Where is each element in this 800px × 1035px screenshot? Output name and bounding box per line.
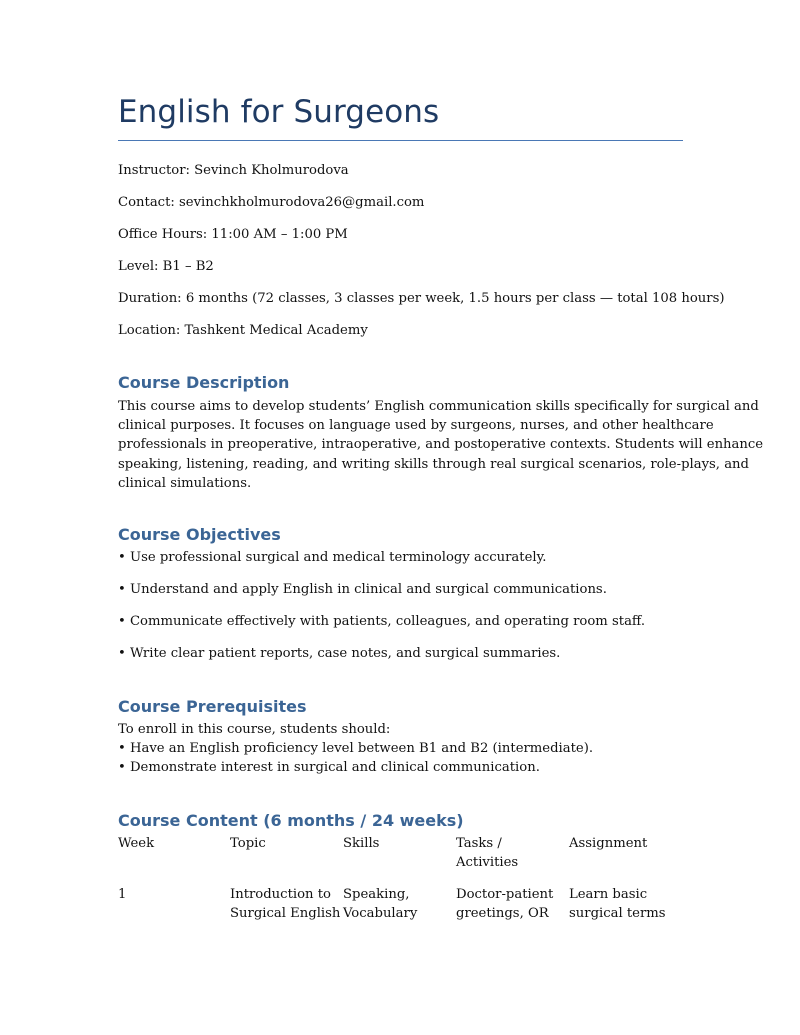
table-header-skills: Skills	[343, 836, 380, 851]
course-objectives-heading: Course Objectives	[118, 525, 281, 544]
objective-item: • Write clear patient reports, case notes, and surgical summaries.	[118, 646, 561, 661]
table-cell-topic: Introduction to Surgical English	[230, 887, 341, 922]
duration-line: Duration: 6 months (72 classes, 3 classes per week, 1.5 hours per class — total 108 hours)	[118, 291, 725, 306]
prerequisites-line: To enroll in this course, students should:	[118, 722, 391, 737]
table-header-tasks: Tasks / Activities	[456, 836, 519, 871]
prerequisites-line: • Demonstrate interest in surgical and clinical communication.	[118, 760, 540, 776]
document-title: English for Surgeons	[118, 94, 440, 130]
course-prerequisites-text	[118, 720, 684, 778]
objective-item: • Communicate effectively with patients, colleagues, and operating room staff.	[118, 614, 646, 629]
description-line: speaking, listening, reading, and writing skills through real surgical scenarios, role-plays, and	[118, 456, 749, 472]
table-cell-assignment: Learn basic surgical terms	[569, 887, 666, 922]
table-cell-tasks: Doctor-patient greetings, OR	[456, 887, 554, 922]
table-cell-skills: Speaking, Vocabulary	[343, 887, 418, 922]
table-header-assignment: Assignment	[569, 836, 648, 851]
description-line: This course aims to develop students’ English communication skills specifically for surgical and	[118, 399, 759, 414]
table-header-topic: Topic	[230, 836, 266, 851]
objective-item: • Use professional surgical and medical terminology accurately.	[118, 550, 547, 565]
location-line: Location: Tashkent Medical Academy	[118, 323, 368, 338]
instructor-line: Instructor: Sevinch Kholmurodova	[118, 163, 349, 178]
course-content-heading: Course Content (6 months / 24 weeks)	[118, 811, 464, 830]
objective-item: • Understand and apply English in clinical and surgical communications.	[118, 582, 607, 597]
title-underline	[118, 140, 683, 141]
contact-line: Contact: sevinchkholmurodova26@gmail.com	[118, 195, 425, 210]
course-description-paragraph	[118, 397, 764, 493]
description-line: professionals in preoperative, intraoperative, and postoperative contexts. Students will enhance	[118, 437, 764, 453]
prerequisites-line: • Have an English proficiency level between B1 and B2 (intermediate).	[118, 741, 594, 757]
course-description-heading: Course Description	[118, 373, 290, 392]
course-prerequisites-heading: Course Prerequisites	[118, 697, 307, 716]
description-line: clinical simulations.	[118, 475, 252, 491]
office-hours-line: Office Hours: 11:00 AM – 1:00 PM	[118, 227, 348, 242]
description-line: clinical purposes. It focuses on language used by surgeons, nurses, and other healthcare	[118, 418, 714, 434]
level-line: Level: B1 – B2	[118, 259, 214, 274]
table-cell-week: 1	[118, 887, 127, 902]
table-header-week: Week	[118, 836, 155, 851]
